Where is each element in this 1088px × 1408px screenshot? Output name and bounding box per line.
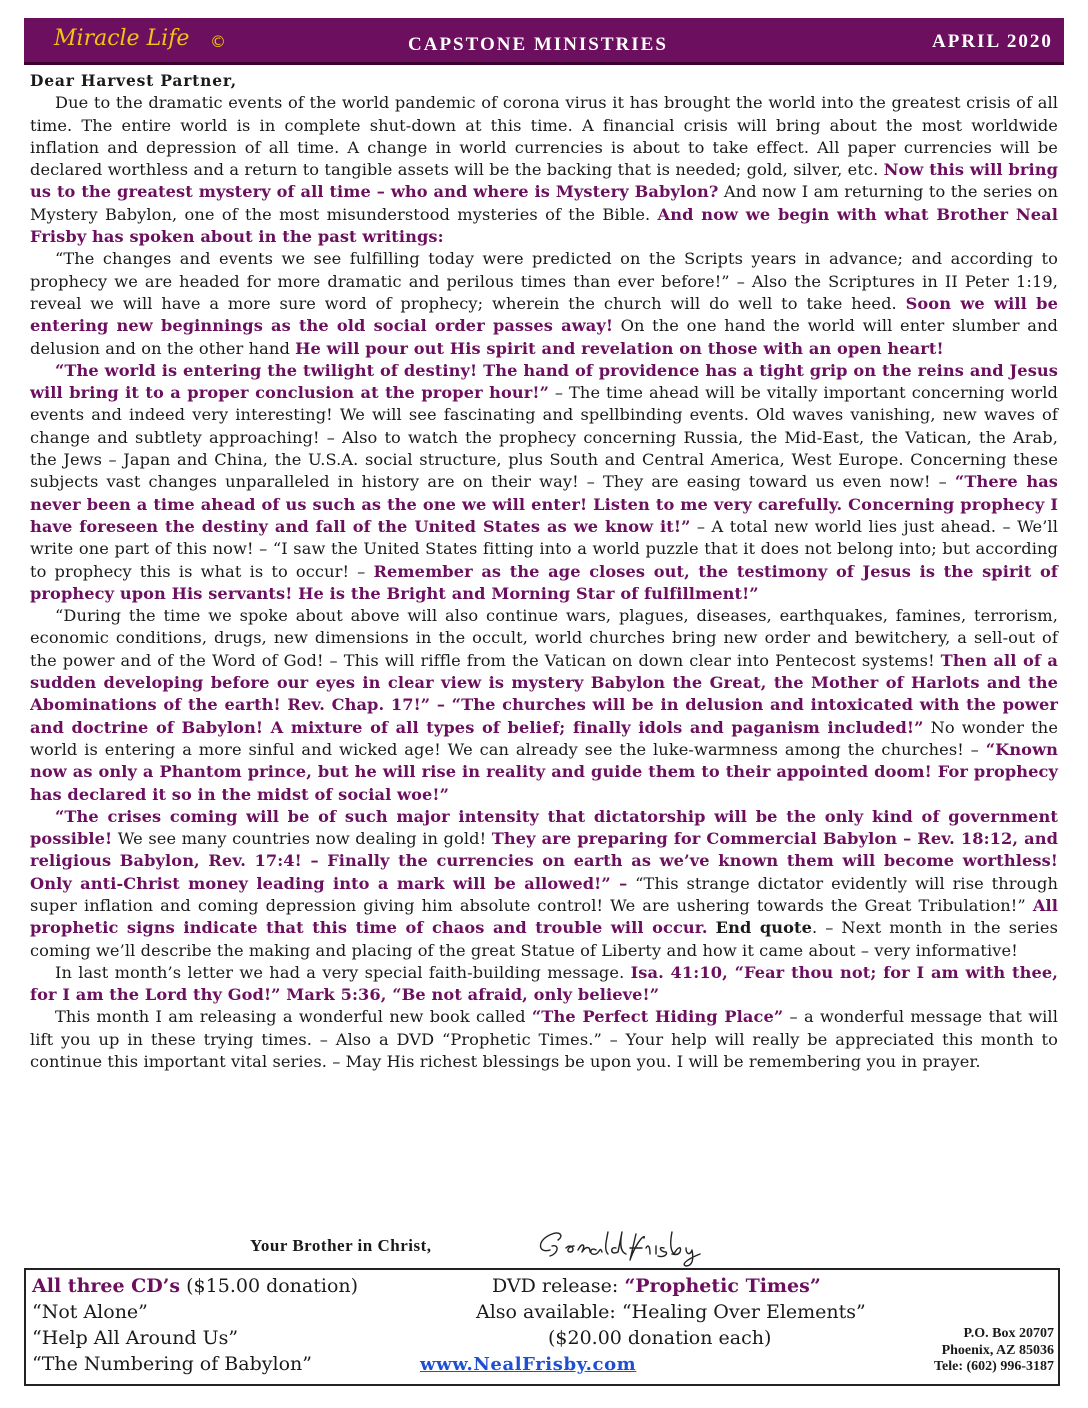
mailing-address (934, 1326, 1054, 1376)
paragraph-6: In last month’s letter we had a very special faith-building message. Isa. 41:10, “Fear thou not; for I am with thee, for I am the Lord thy God!” Mark 5:36, “Be not afraid, only believe!” (30, 962, 1059, 1005)
paragraph-3: “The world is entering the twilight of destiny! The hand of providence has a tight grip on the reins and Jesus will bring it to a proper conclusion at the proper hour!” – The time ahead will be vitally important concerning world events and indeed very interesting! We will see fascinating and spellbinding events. Old waves vanishing, new waves of change and subtlety approaching! – Also to watch the prophecy concerning Russia, the Mid-East, the Vatican, the Arab, the Jews – Japan and China, the U.S.A. social structure, plus South and Central America, West Europe. Concerning these subjects vast changes unparalleled in history are on their way! – They are easing toward us even now! – “There has never been a time ahead of us such as the one we will enter! Listen to me very carefully. Concerning prophecy I have foreseen the destiny and fall of the United States as we know it!” – A total new world lies just ahead. – We’ll write one part of this now! – “I saw the United States fitting into a world puzzle that it does not belong into; but according to prophecy this is what is to occur! – Remember as the age closes out, the testimony of Jesus is the spirit of prophecy upon His servants! He is the Bright and Morning Star of fulfillment!” (30, 360, 1059, 603)
phone-number: Tele: (602) 996-3187 (933, 1359, 1054, 1374)
letter-body (30, 70, 1058, 1073)
copyright-symbol: © (210, 32, 226, 51)
city-state-zip: Phoenix, AZ 85036 (941, 1342, 1054, 1358)
cd-item: “Not Alone” (32, 1301, 148, 1323)
brand-logo: Miracle Life (54, 26, 190, 51)
paragraph-2: “The changes and events we see fulfilling today were predicted on the Scripts years in advance; and according to prophecy we are headed for more dramatic and perilous times than ever before!” – Also the Scriptures in II Peter 1:19, reveal we will have a more sure word of prophecy; wherein the church will do well to take heed. Soon we will be entering new beginnings as the old social order passes away! On the one hand the world will enter slumber and delusion and on the other hand He will pour out His spirit and revelation on those with an open heart! (30, 249, 1058, 358)
po-box: P.O. Box 20707 (963, 1326, 1054, 1341)
website-link[interactable]: www.NealFrisby.com (420, 1354, 637, 1375)
also-available: Also available: “Healing Over Elements” (476, 1301, 866, 1323)
paragraph-5: “The crises coming will be of such major intensity that dictatorship will be the only kind of government possible! We see many countries now dealing in gold! They are preparing for Commercial Babylon – Rev. 18:12, and religious Babylon, Rev. 17:4! – Finally the currencies on earth as we’ve known them will become worthless! Only anti-Christ money leading into a mark will be allowed!” – “This strange dictator evidently will rise through super inflation and coming depression giving him absolute control! We are ushering towards the Great Tribulation!” All prophetic signs indicate that this time of chaos and trouble will occur. End quote. – Next month in the series coming we’ll describe the making and placing of the great Statue of Liberty and how it came about – very informative! (30, 806, 1059, 960)
cd-item: “Help All Around Us” (32, 1327, 239, 1349)
issue-date: APRIL 2020 (932, 31, 1053, 52)
donation-each: ($20.00 donation each) (548, 1327, 772, 1349)
paragraph-4: “During the time we spoke about above will also continue wars, plagues, diseases, earthquakes, famines, terrorism, economic conditions, drugs, new dimensions in the occult, world churches bring new order and bewitchery, a sell-out of the power and of the Word of God! – This will riffle from the Vatican on down clear into Pentecost systems! Then all of a sudden developing before our eyes in clear view is mystery Babylon the Great, the Mother of Harlots and the Abominations of the earth! Rev. Chap. 17!” – “The churches will be in delusion and intoxicated with the power and doctrine of Babylon! A mixture of all types of belief; finally idols and paganism included!” No wonder the world is entering a more sinful and wicked age! We can already see the luke-warmness among the churches! – “Known now as only a Phantom prince, but he will rise in reality and guide them to their appointed doom! For prophecy has declared it so in the midst of social woe!” (30, 606, 1058, 804)
cds-offer: All three CD’s ($15.00 donation) (32, 1275, 359, 1297)
paragraph-1: Due to the dramatic events of the world pandemic of corona virus it has brought the world into the greatest crisis of all time. The entire world is in complete shut-down at this time. A financial crisis will bring about the most worldwide inflation and depression of all time. A change in world currencies is about to take effect. All paper currencies will be declared worthless and a return to tangible assets will be the backing that is needed; gold, silver, etc. Now this will bring us to the greatest mystery of all time – who and where is Mystery Babylon? And now I am returning to the series on Mystery Babylon, one of the most misunderstood mysteries of the Bible. And now we begin with what Brother Neal Frisby has spoken about in the past writings: (30, 93, 1059, 247)
header-band (24, 18, 1064, 65)
handwritten-signature (530, 1224, 720, 1268)
cd-item: “The Numbering of Babylon” (32, 1353, 312, 1375)
masthead-title: CAPSTONE MINISTRIES (408, 34, 668, 55)
dvd-release: DVD release: “Prophetic Times” (492, 1275, 821, 1297)
salutation: Dear Harvest Partner, (30, 71, 237, 90)
footer-box (24, 1268, 1060, 1386)
closing-line: Your Brother in Christ, (250, 1236, 432, 1255)
paragraph-7: This month I am releasing a wonderful new book called “The Perfect Hiding Place” – a wonderful message that will lift you up in these trying times. – Also a DVD “Prophetic Times.” – Your help will really be appreciated this month to continue this important vital series. – May His richest blessings be upon you. I will be remembering you in prayer. (30, 1007, 1058, 1072)
